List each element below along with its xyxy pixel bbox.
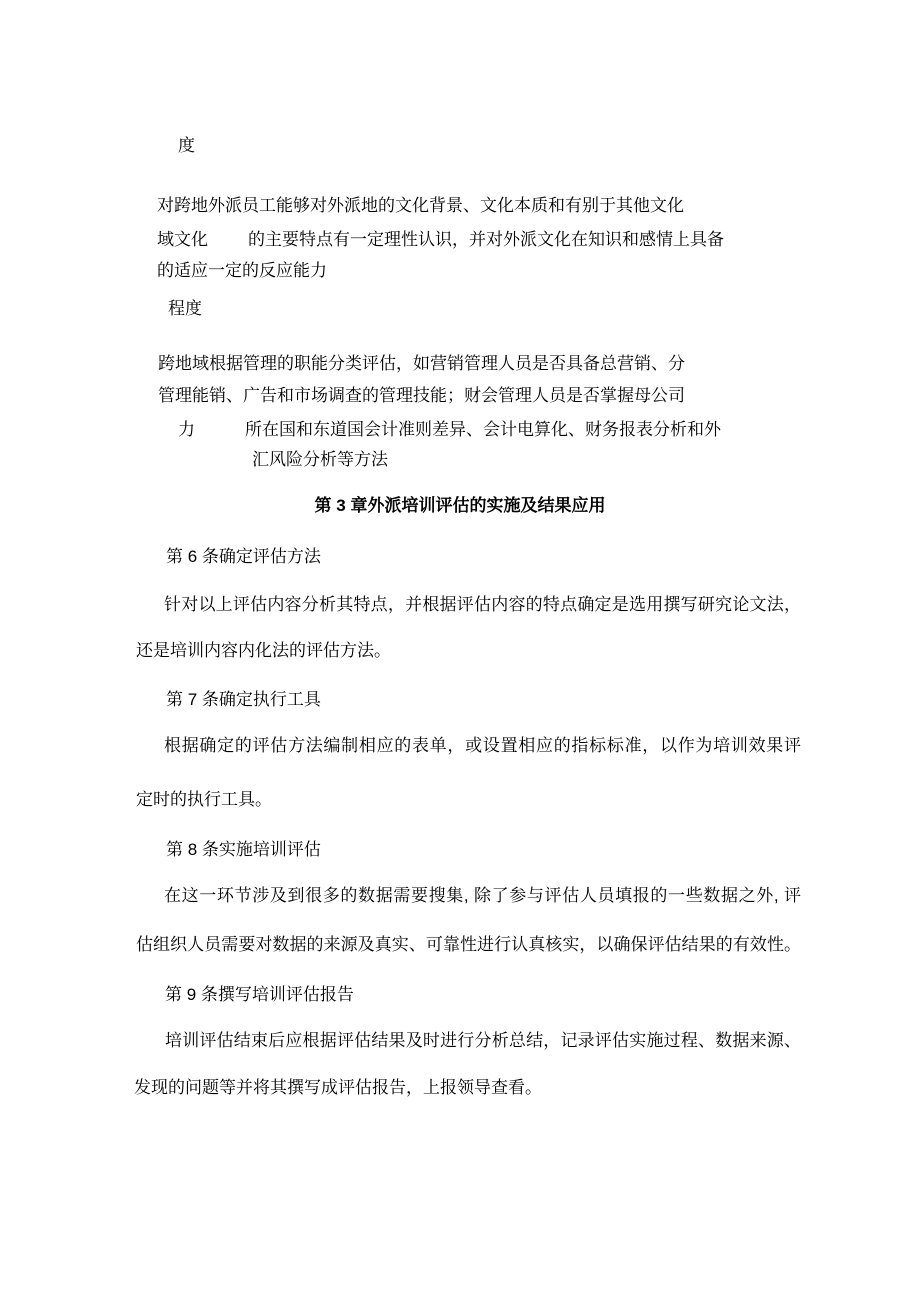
text-line: 对跨地外派员工能够对外派地的文化背景、文化本质和有别于其他文化 — [157, 196, 684, 215]
text-line: 所在国和东道国会计准则差异、会计电算化、财务报表分析和外 — [245, 420, 721, 439]
text-line: 发现的问题等并将其撰写成评估报告，上报领导查看。 — [134, 1078, 542, 1097]
text-line: 培训评估结束后应根据评估结果及时进行分析总结，记录评估实施过程、数据来源、 — [165, 1031, 801, 1050]
text-line: 估组织人员需要对数据的来源及真实、可靠性进行认真核实，以确保评估结果的有效性。 — [136, 935, 801, 954]
text-line: 跨地域根据管理的职能分类评估，如营销管理人员是否具备总营销、分 — [158, 354, 685, 373]
text-line: 力 — [178, 420, 195, 439]
text-line: 的主要特点有一定理性认识，并对外派文化在知识和感情上具备 — [248, 230, 724, 249]
text-line: 定时的执行工具。 — [136, 790, 272, 809]
text-line: 度 — [178, 136, 195, 155]
text-line: 汇风险分析等方法 — [252, 450, 388, 469]
text-line: 第 8 条实施培训评估 — [166, 840, 321, 859]
text-line: 域文化 — [157, 230, 208, 249]
text-line: 管理能销、广告和市场调查的管理技能；财会管理人员是否掌握母公司 — [158, 386, 685, 405]
text-line: 第 7 条确定执行工具 — [166, 690, 321, 709]
text-line: 第 9 条撰写培训评估报告 — [165, 985, 354, 1004]
text-line: 程度 — [168, 299, 202, 318]
text-line: 在这一环节涉及到很多的数据需要搜集, 除了参与评估人员填报的一些数据之外, 评 — [164, 886, 801, 905]
text-line: 的适应一定的反应能力 — [157, 261, 327, 280]
section-heading: 第 3 章外派培训评估的实施及结果应用 — [314, 496, 606, 515]
text-line: 针对以上评估内容分析其特点，并根据评估内容的特点确定是选用撰写研究论文法， — [164, 595, 801, 614]
text-line: 第 6 条确定评估方法 — [166, 547, 321, 566]
text-line: 根据确定的评估方法编制相应的表单，或设置相应的指标标准，以作为培训效果评 — [164, 736, 801, 755]
text-line: 还是培训内容内化法的评估方法。 — [136, 641, 391, 660]
